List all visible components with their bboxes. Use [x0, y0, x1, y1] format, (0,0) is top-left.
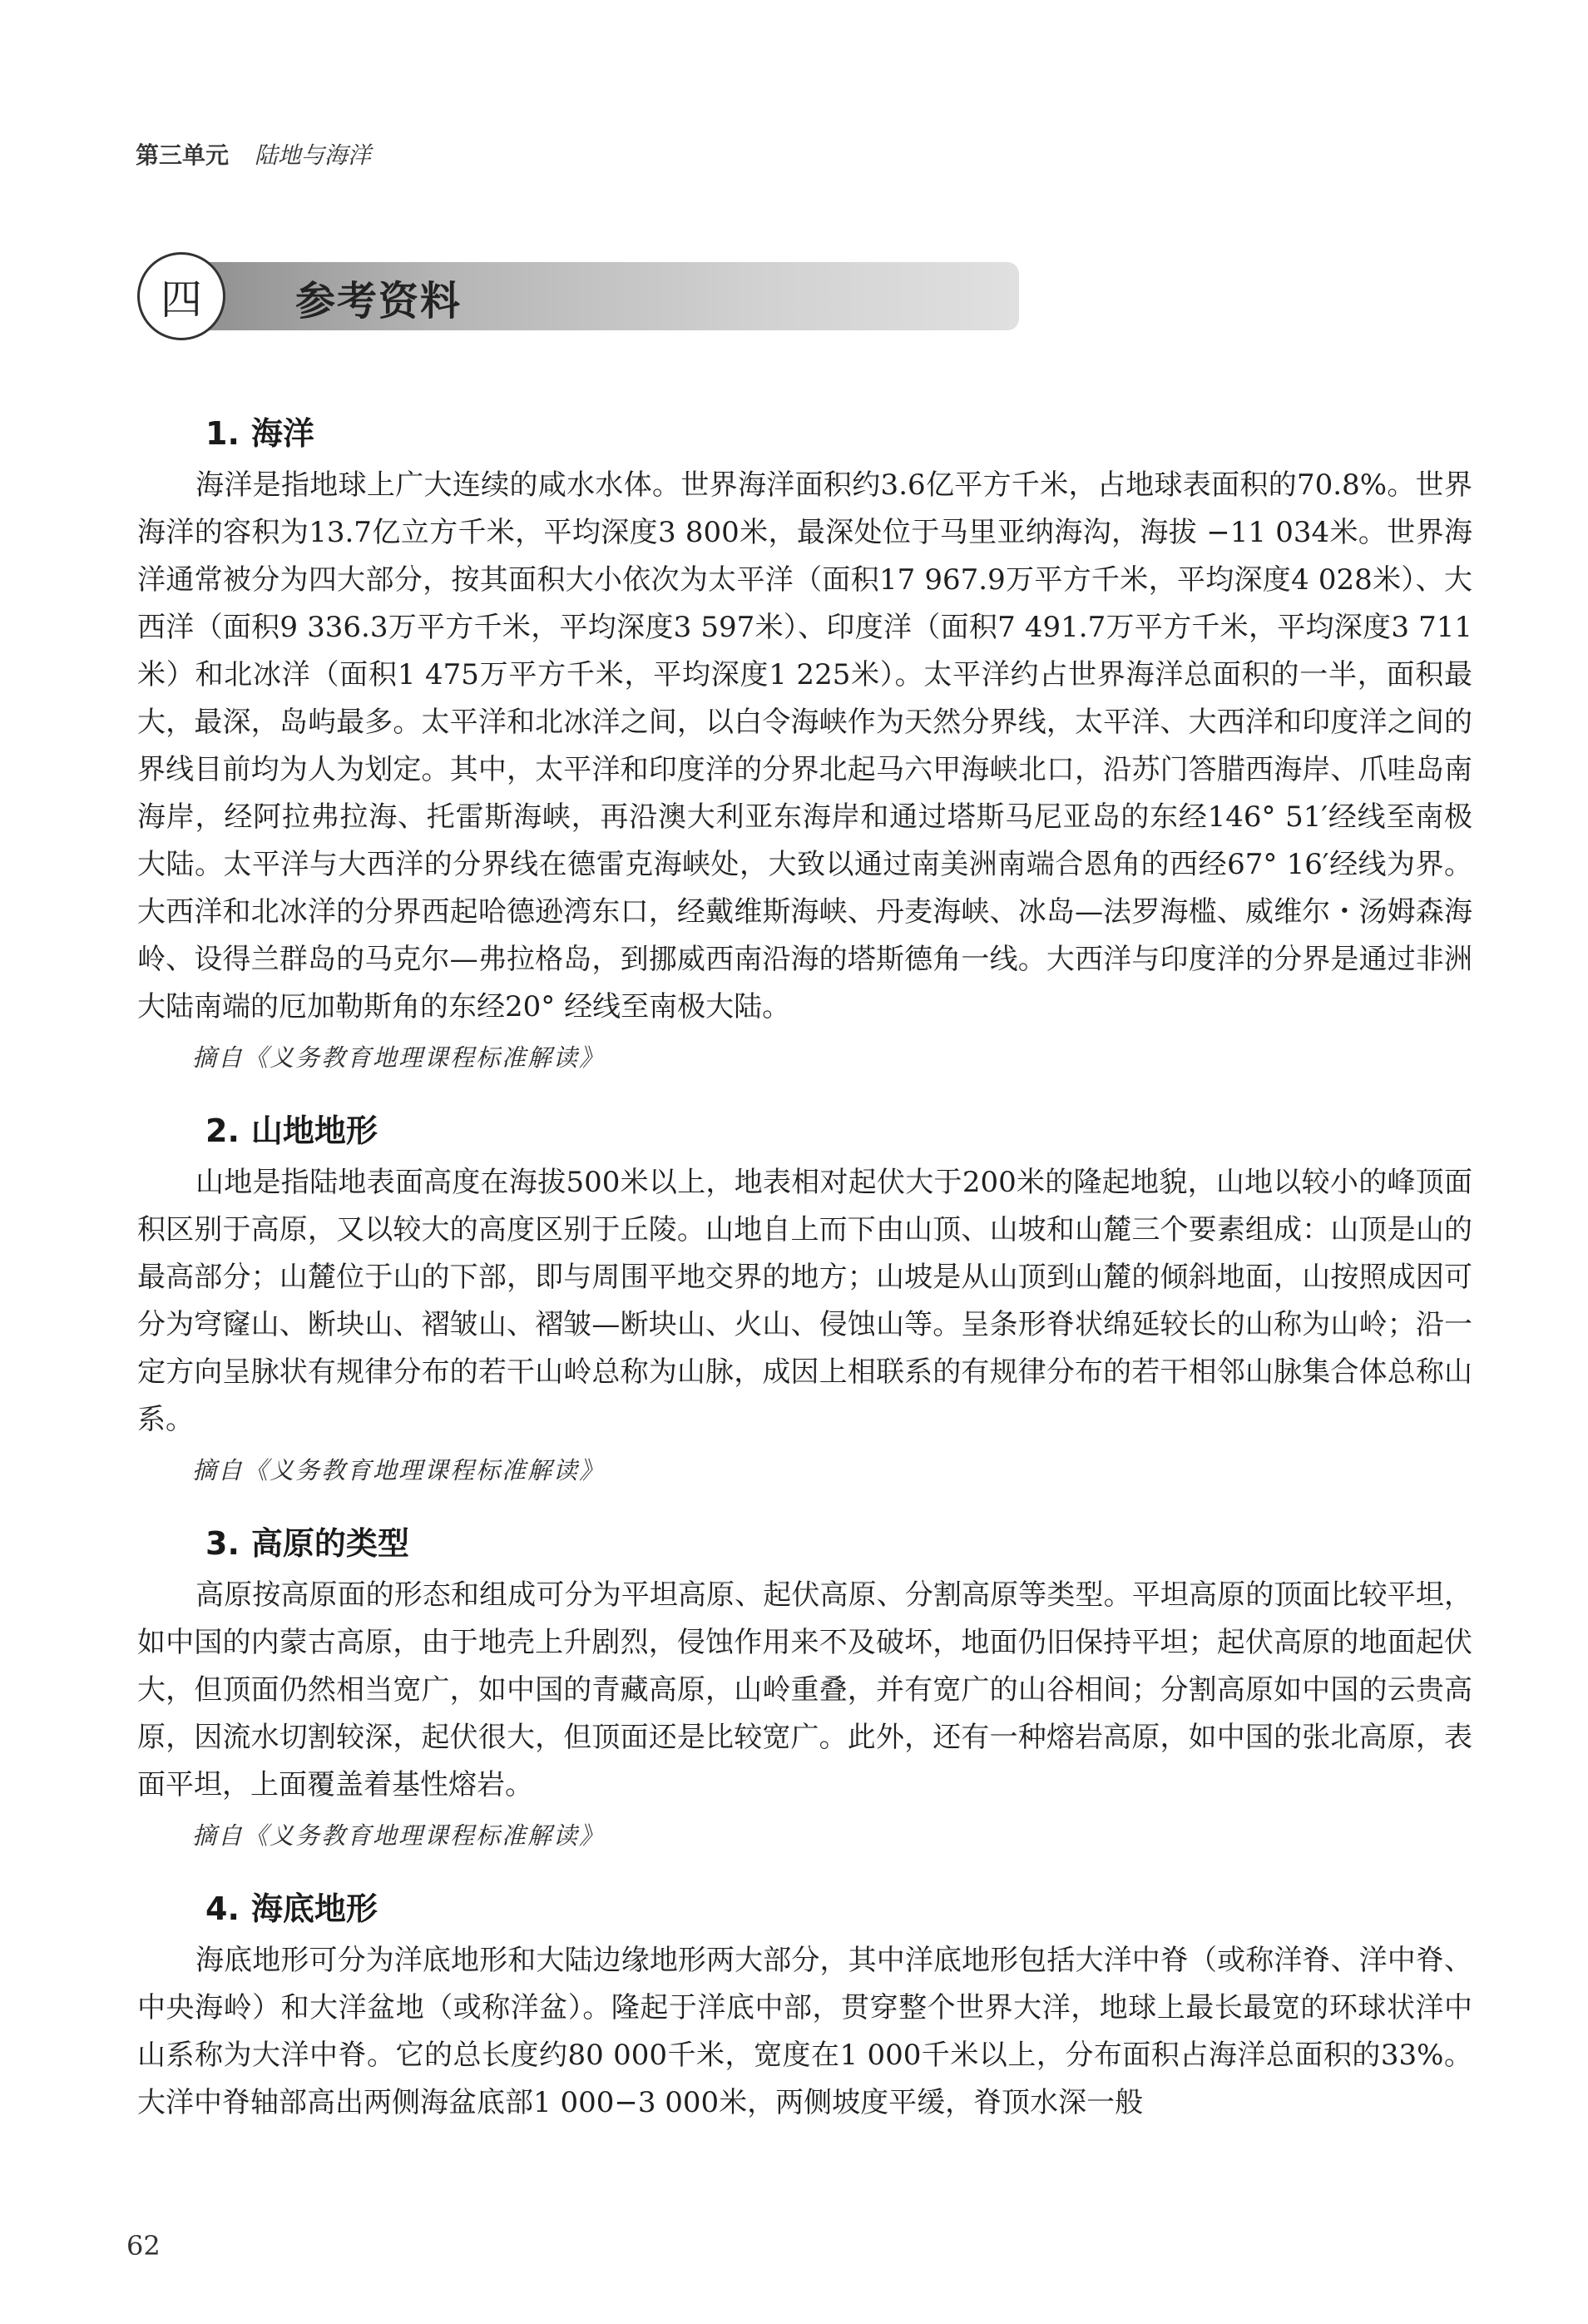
- running-header: [136, 137, 371, 171]
- section-body: 海洋是指地球上广大连续的咸水水体。世界海洋面积约3.6亿平方千米，占地球表面积的70.8%。世界海洋的容积为13.7亿立方千米，平均深度3 800米，最深处位于马里亚纳海沟，海拔 −11 034米。世界海洋通常被分为四大部分，按其面积大小依次为太平洋（面积17 967.9万平方千米，平均深度4 028米）、大西洋（面积9 336.3万平方千米，平均深度3 597米）、印度洋（面积7 491.7万平方千米，平均深度3 711米）和北冰洋（面积1 475万平方千米，平均深度1 225米）。太平洋约占世界海洋总面积的一半，面积最大，最深，岛屿最多。太平洋和北冰洋之间，以白令海峡作为天然分界线，太平洋、大西洋和印度洋之间的界线目前均为人为划定。其中，太平洋和印度洋的分界北起马六甲海峡北口，沿苏门答腊西海岸、爪哇岛南海岸，经阿拉弗拉海、托雷斯海峡，再沿澳大利亚东海岸和通过塔斯马尼亚岛的东经146° 51′经线至南极大陆。太平洋与大西洋的分界线在德雷克海峡处，大致以通过南美洲南端合恩角的西经67° 16′经线为界。大西洋和北冰洋的分界西起哈德逊湾东口，经戴维斯海峡、丹麦海峡、冰岛—法罗海槛、威维尔・汤姆森海岭、设得兰群岛的马克尔—弗拉格岛，到挪威西南沿海的塔斯德角一线。大西洋与印度洋的分界是通过非洲大陆南端的厄加勒斯角的东经20° 经线至南极大陆。: [137, 468, 1472, 1023]
- section-number: 3.: [205, 1525, 240, 1562]
- section-number: 1.: [205, 415, 240, 452]
- section-title: [205, 408, 1472, 453]
- section-title: [205, 1105, 1472, 1151]
- section-title: [205, 1883, 1472, 1929]
- chapter-banner: [137, 252, 1015, 344]
- section-body: 山地是指陆地表面高度在海拔500米以上，地表相对起伏大于200米的隆起地貌，山地以较小的峰顶面积区别于高原，又以较大的高度区别于丘陵。山地自上而下由山顶、山坡和山麓三个要素组成：山顶是山的最高部分；山麓位于山的下部，即与周围平地交界的地方；山坡是从山顶到山麓的倾斜地面，山按照成因可分为穹窿山、断块山、褶皱山、褶皱—断块山、火山、侵蚀山等。呈条形脊状绵延较长的山称为山岭；沿一定方向呈脉状有规律分布的若干山岭总称为山脉，成因上相联系的有规律分布的若干相邻山脉集合体总称山系。: [137, 1166, 1472, 1436]
- section-title: [205, 1518, 1472, 1563]
- section-plateau-types: [137, 1518, 1472, 1851]
- source-citation: 摘自《义务教育地理课程标准解读》: [192, 1821, 606, 1850]
- source-citation: 摘自《义务教育地理课程标准解读》: [192, 1043, 606, 1072]
- section-heading: 山地地形: [250, 1112, 378, 1149]
- section-ocean: [137, 408, 1472, 1073]
- section-number: 2.: [205, 1112, 240, 1149]
- header-topic: 陆地与海洋: [254, 141, 371, 169]
- section-heading: 海底地形: [250, 1890, 378, 1927]
- banner-title: 参考资料: [295, 278, 463, 325]
- section-heading: 海洋: [250, 415, 314, 452]
- main-content: [137, 408, 1472, 2158]
- section-seafloor-terrain: [137, 1883, 1472, 2127]
- section-heading: 高原的类型: [250, 1525, 409, 1562]
- section-body: 高原按高原面的形态和组成可分为平坦高原、起伏高原、分割高原等类型。平坦高原的顶面比较平坦，如中国的内蒙古高原，由于地壳上升剧烈，侵蚀作用来不及破坏，地面仍旧保持平坦；起伏高原的地面起伏大，但顶面仍然相当宽广，如中国的青藏高原，山岭重叠，并有宽广的山谷相间；分割高原如中国的云贵高原，因流水切割较深，起伏很大，但顶面还是比较宽广。此外，还有一种熔岩高原，如中国的张北高原，表面平坦，上面覆盖着基性熔岩。: [137, 1578, 1472, 1801]
- section-body: 海底地形可分为洋底地形和大陆边缘地形两大部分，其中洋底地形包括大洋中脊（或称洋脊、洋中脊、中央海岭）和大洋盆地（或称洋盆）。隆起于洋底中部，贯穿整个世界大洋，地球上最长最宽的环球状洋中山系称为大洋中脊。它的总长度约80 000千米，宽度在1 000千米以上，分布面积占海洋总面积的33%。大洋中脊轴部高出两侧海盆底部1 000−3 000米，两侧坡度平缓，脊顶水深一般: [137, 1944, 1472, 2119]
- banner-number-circle: 四: [137, 252, 225, 340]
- section-number: 4.: [205, 1890, 240, 1927]
- header-unit: 第三单元: [136, 141, 230, 169]
- source-citation: 摘自《义务教育地理课程标准解读》: [192, 1456, 606, 1484]
- section-mountain-terrain: [137, 1105, 1472, 1486]
- page-number: 62: [126, 2230, 161, 2262]
